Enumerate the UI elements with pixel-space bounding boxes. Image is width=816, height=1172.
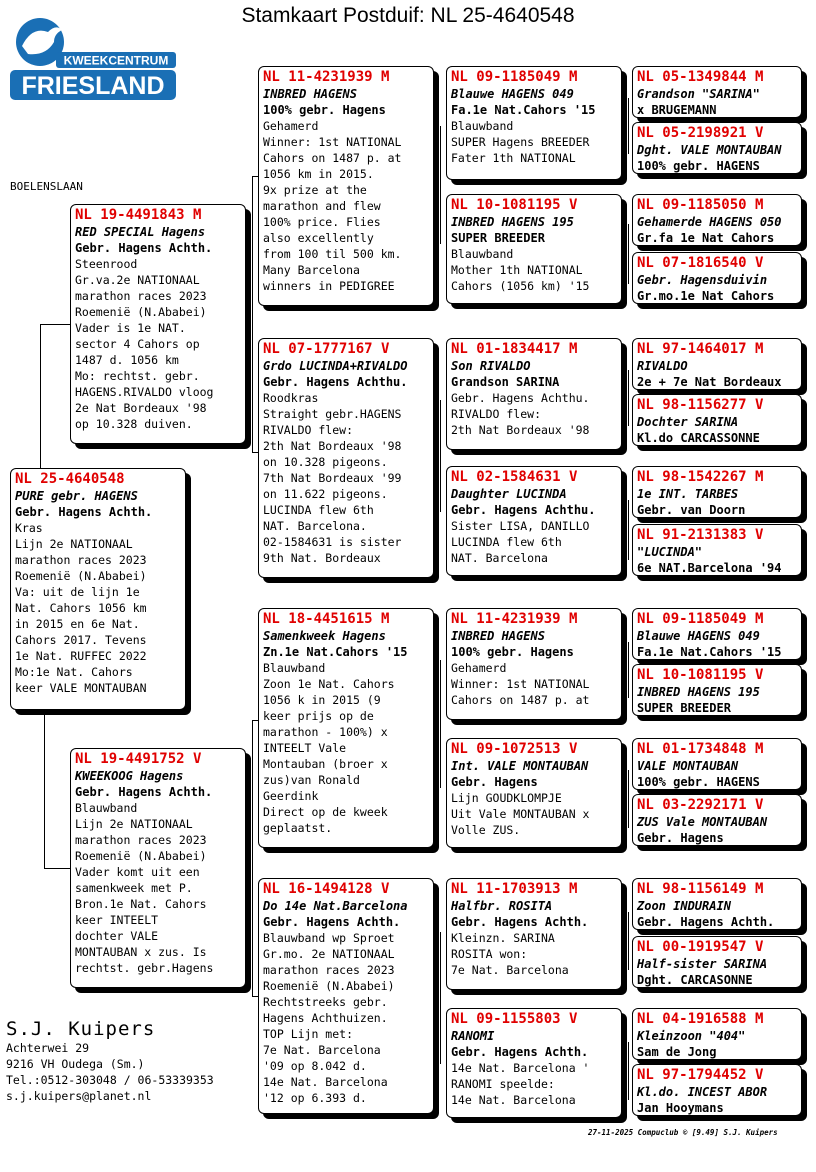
- desc-line: marathon races 2023: [15, 553, 147, 567]
- desc-line: 2th Nat Bordeaux '98: [451, 423, 590, 437]
- desc-line: Vader is 1e NAT.: [75, 321, 186, 335]
- pigeon-strain: 100% gebr. HAGENS: [637, 775, 760, 789]
- desc-line: Cahors on 1487 p. at: [263, 151, 402, 165]
- desc-line: op 10.328 duiven.: [75, 417, 193, 431]
- desc-line: Direct op de kweek: [263, 805, 388, 819]
- page-title: Stamkaart Postduif: NL 25-4640548: [241, 4, 575, 27]
- pigeon-mfm-card: [446, 738, 622, 848]
- ring-number: NL 10-1081195 V: [637, 667, 764, 683]
- connector: [628, 1042, 629, 1100]
- ring-number: NL 91-2131383 V: [637, 527, 764, 543]
- pigeon-fmm-card: [446, 466, 622, 576]
- pigeon-name: Half-sister SARINA: [637, 957, 768, 971]
- pigeon-name: Gehamerde HAGENS 050: [637, 215, 782, 229]
- pigeon-name: INBRED HAGENS: [451, 629, 545, 643]
- desc-line: Straight gebr.HAGENS: [263, 407, 402, 421]
- desc-line: 100% price. Flies: [263, 215, 381, 229]
- pigeon-name: 1e INT. TARBES: [637, 487, 739, 501]
- pigeon-strain: Gebr. Hagens Achth.: [451, 1045, 589, 1059]
- connector: [628, 224, 629, 284]
- pigeon-name: Blauwe HAGENS 049: [451, 87, 574, 101]
- desc-line: Vader komt uit een: [75, 865, 200, 879]
- desc-line: 1487 d. 1056 km: [75, 353, 179, 367]
- pigeon-strain: Gebr. Hagens: [451, 775, 538, 789]
- connector: [628, 500, 629, 560]
- pigeon-strain: Gebr. Hagens Achth.: [263, 915, 401, 929]
- pigeon-name: RANOMI: [451, 1029, 495, 1043]
- pigeon-name: Blauwe HAGENS 049: [637, 629, 760, 643]
- desc-line: Mother 1th NATIONAL: [451, 263, 583, 277]
- owner-phone: Tel.:0512-303048 / 06-53339353: [6, 1073, 214, 1087]
- desc-line: rechtst. gebr.Hagens: [75, 961, 214, 975]
- owner-address: Achterwei 29: [6, 1041, 90, 1055]
- desc-line: also excellently: [263, 231, 374, 245]
- pigeon-fm-card: [258, 338, 434, 578]
- desc-line: Winner: 1st NATIONAL: [451, 677, 590, 691]
- desc-line: Roemenië (N.Ababei): [75, 849, 207, 863]
- desc-line: 14e Nat. Barcelona: [263, 1075, 388, 1089]
- desc-line: Gehamerd: [451, 661, 507, 675]
- ring-number: NL 07-1816540 V: [637, 255, 764, 271]
- pigeon-name: INBRED HAGENS 195: [451, 215, 574, 229]
- pigeon-fmf-card: [446, 338, 622, 450]
- pigeon-name: Daughter LUCINDA: [451, 487, 567, 501]
- ring-number: NL 09-1185049 M: [637, 611, 764, 627]
- desc-line: NAT. Barcelona: [451, 551, 548, 565]
- desc-line: on 10.328 pigeons.: [263, 455, 388, 469]
- desc-line: 14e Nat. Barcelona: [451, 1093, 576, 1107]
- owner-name: S.J. Kuipers: [6, 1018, 156, 1040]
- pigeon-gen4-card: [632, 878, 802, 930]
- connector: [628, 642, 629, 698]
- pigeon-name: Gebr. Hagensduivin: [637, 273, 768, 287]
- desc-line: SUPER Hagens BREEDER: [451, 135, 590, 149]
- pigeon-mf-card: [258, 608, 434, 848]
- pigeon-name: Halfbr. ROSITA: [451, 899, 553, 913]
- ring-number: NL 98-1542267 M: [637, 469, 764, 485]
- desc-line: 7th Nat Bordeaux '99: [263, 471, 402, 485]
- desc-line: Kleinzn. SARINA: [451, 931, 555, 945]
- pigeon-name: Kl.do. INCEST ABOR: [637, 1085, 768, 1099]
- desc-line: MONTAUBAN x zus. Is: [75, 945, 207, 959]
- desc-line: keer prijs op de: [263, 709, 374, 723]
- desc-line: 1056 km in 2015.: [263, 167, 374, 181]
- desc-line: Lijn 2e NATIONAAL: [15, 537, 133, 551]
- desc-line: 1e Nat. RUFFEC 2022: [15, 649, 147, 663]
- ring-number: NL 05-2198921 V: [637, 125, 764, 141]
- ring-number: NL 00-1919547 V: [637, 939, 764, 955]
- desc-line: Winner: 1st NATIONAL: [263, 135, 402, 149]
- ring-number: NL 09-1185050 M: [637, 197, 764, 213]
- desc-line: NAT. Barcelona.: [263, 519, 367, 533]
- desc-line: Blauwband wp Sproet: [263, 931, 395, 945]
- ring-number: NL 05-1349844 M: [637, 69, 764, 85]
- desc-line: Roemenië (N.Ababei): [75, 305, 207, 319]
- loft-name: BOELENSLAAN: [10, 180, 83, 193]
- desc-line: Uit Vale MONTAUBAN x: [451, 807, 590, 821]
- ring-number: NL 02-1584631 V: [451, 469, 578, 485]
- desc-line: Volle ZUS.: [451, 823, 521, 837]
- desc-line: Roemenië (N.Ababei): [15, 569, 147, 583]
- ring-number: NL 10-1081195 V: [451, 197, 578, 213]
- pigeon-gen4-card: [632, 664, 802, 716]
- ring-number: NL 01-1734848 M: [637, 741, 764, 757]
- desc-line: keer INTEELT: [75, 913, 159, 927]
- desc-line: Bron.1e Nat. Cahors: [75, 897, 207, 911]
- pigeon-mother-card: [70, 748, 246, 988]
- desc-line: RANOMI speelde:: [451, 1077, 555, 1091]
- desc-line: ROSITA won:: [451, 947, 528, 961]
- owner-city: 9216 VH Oudega (Sm.): [6, 1057, 145, 1071]
- connector: [628, 98, 629, 154]
- ring-number: NL 98-1156149 M: [637, 881, 764, 897]
- pigeon-gen4-card: [632, 66, 802, 118]
- ring-number: NL 09-1155803 V: [451, 1011, 578, 1027]
- connector: [440, 660, 441, 788]
- pigeon-mff-card: [446, 608, 622, 720]
- desc-line: marathon - 100%) x: [263, 725, 388, 739]
- logo-top-text: KWEEKCENTRUM: [63, 53, 169, 68]
- desc-line: LUCINDA flew 6th: [263, 503, 374, 517]
- connector: [440, 400, 441, 512]
- pigeon-name: RED SPECIAL Hagens: [75, 225, 206, 239]
- pigeon-name: Dght. VALE MONTAUBAN: [637, 143, 782, 157]
- pigeon-name: Kleinzoon "404": [637, 1029, 746, 1043]
- pigeon-name: Grandson "SARINA": [637, 87, 760, 101]
- connector: [40, 324, 41, 468]
- pigeon-gen4-card: [632, 252, 802, 304]
- desc-line: Roemenië (N.Ababei): [263, 979, 395, 993]
- pigeon-name: RIVALDO: [637, 359, 688, 373]
- desc-line: Mo: rechtst. gebr.: [75, 369, 200, 383]
- pigeon-gen4-card: [632, 608, 802, 660]
- desc-line: 7e Nat. Barcelona: [263, 1043, 381, 1057]
- ring-number: NL 97-1794452 V: [637, 1067, 764, 1083]
- pigeon-strain: Gebr. Hagens Achth.: [15, 505, 153, 519]
- pigeon-strain: 6e NAT.Barcelona '94: [637, 561, 782, 575]
- connector: [440, 932, 441, 1064]
- desc-line: HAGENS.RIVALDO vloog: [75, 385, 214, 399]
- pigeon-gen4-card: [632, 794, 802, 846]
- desc-line: Lijn 2e NATIONAAL: [75, 817, 193, 831]
- desc-line: marathon races 2023: [75, 289, 207, 303]
- pigeon-name: PURE gebr. HAGENS: [15, 489, 138, 503]
- desc-line: Cahors on 1487 p. at: [451, 693, 590, 707]
- desc-line: Mo:1e Nat. Cahors: [15, 665, 133, 679]
- pigeon-strain: Gebr. van Doorn: [637, 503, 746, 517]
- desc-line: 1056 k in 2015 (9: [263, 693, 381, 707]
- ring-number: NL 19-4491843 M: [75, 207, 202, 223]
- ring-number: NL 01-1834417 M: [451, 341, 578, 357]
- desc-line: on 11.622 pigeons.: [263, 487, 388, 501]
- pigeon-strain: SUPER BREEDER: [451, 231, 545, 245]
- pigeon-gen4-card: [632, 1008, 802, 1060]
- pigeon-strain: Sam de Jong: [637, 1045, 717, 1059]
- desc-line: keer VALE MONTAUBAN: [15, 681, 147, 695]
- ring-number: NL 09-1185049 M: [451, 69, 578, 85]
- ring-number: NL 97-1464017 M: [637, 341, 764, 357]
- pigeon-strain: Gebr. Hagens: [637, 831, 724, 845]
- connector: [40, 324, 70, 325]
- desc-line: Montauban (broer x: [263, 757, 388, 771]
- pigeon-strain: Gebr. Hagens Achthu.: [263, 375, 408, 389]
- footer-credit: 27-11-2025 Compuclub © [9.49] S.J. Kuipers: [588, 1128, 778, 1137]
- connector: [440, 126, 441, 244]
- desc-line: in 2015 en 6e Nat.: [15, 617, 140, 631]
- desc-line: Gr.va.2e NATIONAAL: [75, 273, 200, 287]
- pigeon-ff-card: [258, 66, 434, 306]
- pigeon-name: Zoon INDURAIN: [637, 899, 731, 913]
- pigeon-strain: 2e + 7e Nat Bordeaux: [637, 375, 782, 389]
- desc-line: Sister LISA, DANILLO: [451, 519, 590, 533]
- desc-line: marathon races 2023: [263, 963, 395, 977]
- desc-line: Nat. Cahors 1056 km: [15, 601, 147, 615]
- pigeon-name: Grdo LUCINDA+RIVALDO: [263, 359, 408, 373]
- pigeon-mm-card: [258, 878, 434, 1114]
- pigeon-strain: Gebr. Hagens Achthu.: [451, 503, 596, 517]
- pigeon-fff-card: [446, 66, 622, 180]
- pigeon-strain: Fa.1e Nat.Cahors '15: [451, 103, 596, 117]
- pigeon-name: ZUS Vale MONTAUBAN: [637, 815, 768, 829]
- logo-graphic: [10, 16, 176, 102]
- desc-line: Gr.mo. 2e NATIONAAL: [263, 947, 395, 961]
- pigeon-strain: SUPER BREEDER: [637, 701, 731, 715]
- connector: [628, 770, 629, 828]
- desc-line: Rechtstreeks gebr.: [263, 995, 388, 1009]
- pigeon-strain: 100% gebr. HAGENS: [637, 159, 760, 173]
- pigeon-name: Dochter SARINA: [637, 415, 739, 429]
- desc-line: '09 op 8.042 d.: [263, 1059, 367, 1073]
- desc-line: Va: uit de lijn 1e: [15, 585, 140, 599]
- ring-number: NL 09-1072513 V: [451, 741, 578, 757]
- pigeon-strain: Gr.fa 1e Nat Cahors: [637, 231, 775, 245]
- desc-line: Hagens Achthuizen.: [263, 1011, 388, 1025]
- pigeon-strain: Gr.mo.1e Nat Cahors: [637, 289, 775, 303]
- pigeon-mmm-card: [446, 1008, 622, 1118]
- pigeon-name: INBRED HAGENS: [263, 87, 357, 101]
- ring-number: NL 03-2292171 V: [637, 797, 764, 813]
- pigeon-strain: 100% gebr. Hagens: [451, 645, 574, 659]
- connector: [252, 720, 253, 996]
- pigeon-strain: Fa.1e Nat.Cahors '15: [637, 645, 782, 659]
- pigeon-gen4-card: [632, 194, 802, 246]
- desc-line: Blauwband: [263, 661, 326, 675]
- connector: [252, 176, 253, 452]
- desc-line: Blauwband: [451, 119, 514, 133]
- desc-line: LUCINDA flew 6th: [451, 535, 562, 549]
- pigeon-name: Samenkweek Hagens: [263, 629, 386, 643]
- pigeon-strain: Kl.do CARCASSONNE: [637, 431, 760, 445]
- logo: [10, 16, 176, 102]
- pigeon-name: "LUCINDA": [637, 545, 703, 559]
- pigeon-name: KWEEKOOG Hagens: [75, 769, 184, 783]
- desc-line: Gehamerd: [263, 119, 319, 133]
- ring-number: NL 25-4640548: [15, 471, 125, 487]
- desc-line: Many Barcelona: [263, 263, 360, 277]
- pigeon-strain: Gebr. Hagens Achth.: [637, 915, 775, 929]
- pigeon-name: Son RIVALDO: [451, 359, 531, 373]
- desc-line: winners in PEDIGREE: [263, 279, 395, 293]
- desc-line: Lijn GOUDKLOMPJE: [451, 791, 562, 805]
- desc-line: TOP Lijn met:: [263, 1027, 354, 1041]
- desc-line: Zoon 1e Nat. Cahors: [263, 677, 395, 691]
- desc-line: Gebr. Hagens Achthu.: [451, 391, 590, 405]
- ring-number: NL 11-4231939 M: [451, 611, 578, 627]
- pigeon-name: VALE MONTAUBAN: [637, 759, 739, 773]
- pigeon-strain: x BRUGEMANN: [637, 103, 717, 117]
- desc-line: sector 4 Cahors op: [75, 337, 200, 351]
- desc-line: Geerdink: [263, 789, 319, 803]
- ring-number: NL 07-1777167 V: [263, 341, 390, 357]
- desc-line: dochter VALE: [75, 929, 159, 943]
- desc-line: 14e Nat. Barcelona ': [451, 1061, 590, 1075]
- desc-line: zus)van Ronald: [263, 773, 360, 787]
- pigeon-strain: Gebr. Hagens Achth.: [451, 915, 589, 929]
- connector: [44, 710, 45, 868]
- desc-line: from 100 til 500 km.: [263, 247, 402, 261]
- logo-main-text: FRIESLAND: [21, 72, 165, 100]
- desc-line: Cahors (1056 km) '15: [451, 279, 590, 293]
- pigeon-gen4-card: [632, 394, 802, 446]
- desc-line: 7e Nat. Barcelona: [451, 963, 569, 977]
- pigeon-gen4-card: [632, 1064, 802, 1116]
- ring-number: NL 04-1916588 M: [637, 1011, 764, 1027]
- ring-number: NL 98-1156277 V: [637, 397, 764, 413]
- ring-number: NL 18-4451615 M: [263, 611, 390, 627]
- desc-line: Steenrood: [75, 257, 138, 271]
- desc-line: Blauwband: [451, 247, 514, 261]
- desc-line: marathon and flew: [263, 199, 381, 213]
- pigeon-name: Int. VALE MONTAUBAN: [451, 759, 589, 773]
- desc-line: 02-1584631 is sister: [263, 535, 402, 549]
- pigeon-name: Do 14e Nat.Barcelona: [263, 899, 408, 913]
- connector: [628, 912, 629, 970]
- desc-line: Blauwband: [75, 801, 138, 815]
- ring-number: NL 11-4231939 M: [263, 69, 390, 85]
- desc-line: INTEELT Vale: [263, 741, 347, 755]
- desc-line: 2e Nat Bordeaux '98: [75, 401, 207, 415]
- pigeon-gen4-card: [632, 524, 802, 576]
- pigeon-strain: Gebr. Hagens Achth.: [75, 241, 213, 255]
- pigeon-strain: Jan Hooymans: [637, 1101, 724, 1115]
- desc-line: 2th Nat Bordeaux '98: [263, 439, 402, 453]
- pigeon-gen4-card: [632, 936, 802, 988]
- pigeon-main-card: [10, 468, 186, 710]
- pigeon-name: INBRED HAGENS 195: [637, 685, 760, 699]
- desc-line: Fater 1th NATIONAL: [451, 151, 576, 165]
- desc-line: marathon races 2023: [75, 833, 207, 847]
- owner-info: [6, 1018, 214, 1104]
- desc-line: Cahors 2017. Tevens: [15, 633, 147, 647]
- pigeon-gen4-card: [632, 738, 802, 790]
- pigeon-ffm-card: [446, 194, 622, 304]
- desc-line: '12 op 6.393 d.: [263, 1091, 367, 1105]
- desc-line: Kras: [15, 521, 43, 535]
- desc-line: 9th Nat. Bordeaux: [263, 551, 381, 565]
- pigeon-gen4-card: [632, 338, 802, 390]
- owner-email[interactable]: s.j.kuipers@planet.nl: [6, 1089, 152, 1103]
- pigeon-strain: Gebr. Hagens Achth.: [75, 785, 213, 799]
- pigeon-strain: Grandson SARINA: [451, 375, 560, 389]
- ring-number: NL 11-1703913 M: [451, 881, 578, 897]
- pigeon-father-card: [70, 204, 246, 444]
- connector: [628, 370, 629, 426]
- ring-number: NL 19-4491752 V: [75, 751, 202, 767]
- pigeon-strain: Dght. CARCASONNE: [637, 973, 753, 987]
- desc-line: geplaatst.: [263, 821, 333, 835]
- pigeon-strain: 100% gebr. Hagens: [263, 103, 386, 117]
- pigeon-strain: Zn.1e Nat.Cahors '15: [263, 645, 408, 659]
- ring-number: NL 16-1494128 V: [263, 881, 390, 897]
- desc-line: Roodkras: [263, 391, 319, 405]
- connector: [44, 868, 70, 869]
- desc-line: samenkweek met P.: [75, 881, 193, 895]
- desc-line: RIVALDO flew:: [451, 407, 542, 421]
- pigeon-gen4-card: [632, 466, 802, 518]
- pigeon-mmf-card: [446, 878, 622, 990]
- pigeon-gen4-card: [632, 122, 802, 174]
- desc-line: RIVALDO flew:: [263, 423, 354, 437]
- desc-line: 9x prize at the: [263, 183, 367, 197]
